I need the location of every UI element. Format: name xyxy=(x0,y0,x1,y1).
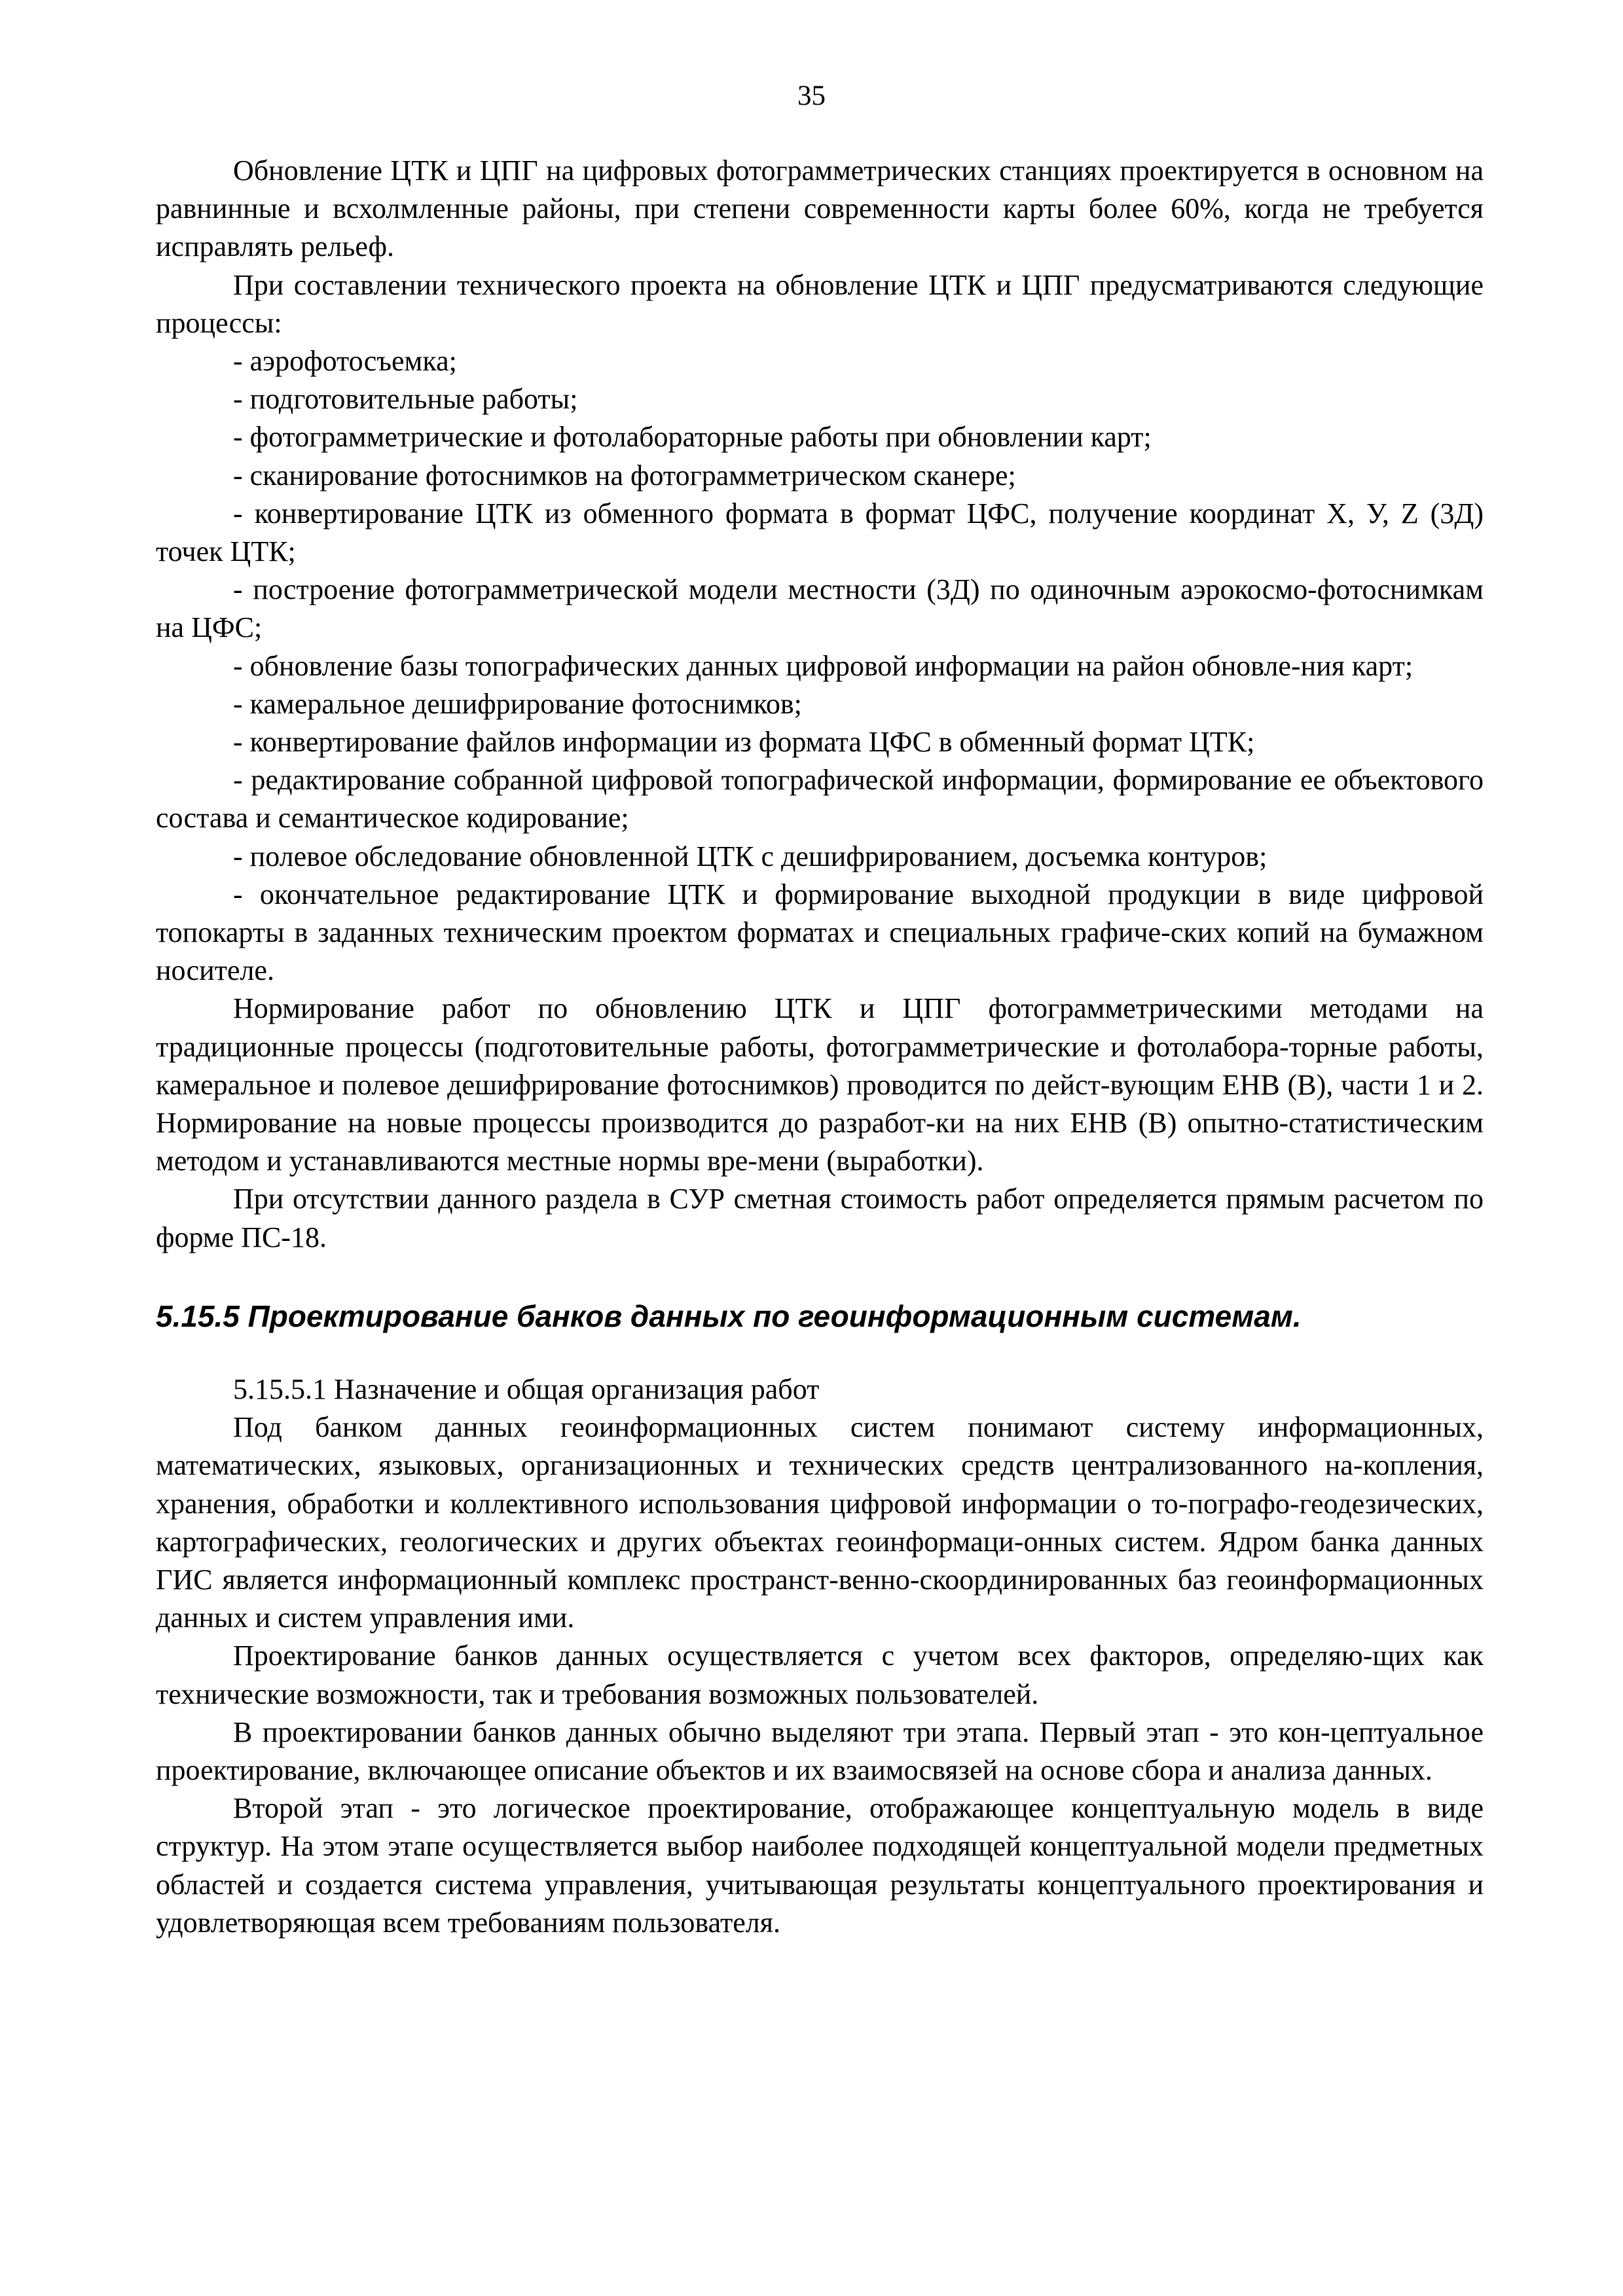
list-item-scanning: - сканирование фотоснимков на фотограмметрическом сканере; xyxy=(233,459,1016,492)
list-item-field-inspection: - полевое обследование обновленной ЦТК с дешифрированием, досъемка контуров; xyxy=(233,840,1267,872)
paragraph-processes-intro: При составлении технического проекта на обновление ЦТК и ЦПГ предусматриваются следующие процессы: xyxy=(156,268,1484,339)
page-number: 35 xyxy=(797,81,826,111)
paragraph-design-stage-two: Второй этап - это логическое проектирование, отображающее концептуальную модель в виде структур. На этом этапе осуществляется выбор наиболее подходящей концептуальной модели предметных областей и создается система управления, учитывающая результаты концептуального проектирования и удовлетворяющая всем требованиям пользователя. xyxy=(156,1792,1484,1939)
list-item-editing: - редактирование собранной цифровой топографической информации, формирование ее объектового состава и семантическое кодирование; xyxy=(156,764,1484,834)
paragraph-norming: Нормирование работ по обновлению ЦТК и ЦПГ фотограмметрическими методами на традиционные процессы (подготовительные работы, фотограмметрические и фотолабора-торные работы, камеральное и полевое дешифрирование фотоснимков) проводится по дейст-вующим ЕНВ (В), части 1 и 2. Нормирование на новые процессы производится до разработ-ки на них ЕНВ (В) опытно-статистическим методом и устанавливаются местные нормы вре-мени (выработки). xyxy=(156,992,1484,1177)
list-item-office-interpretation: - камеральное дешифрирование фотоснимков; xyxy=(233,687,802,720)
list-item-aerial-survey: - аэрофотосъемка; xyxy=(233,345,457,378)
paragraph-design-stage-one: В проектировании банков данных обычно выделяют три этапа. Первый этап - это кон-цептуальное проектирование, включающее описание объектов и их взаимосвязей на основе сбора и анализа данных. xyxy=(156,1715,1484,1786)
list-item-conversion-to-dps: - конвертирование ЦТК из обменного формата в формат ЦФС, получение координат Х, У, Z (3Д) точек ЦТК; xyxy=(156,497,1484,568)
subsection-title: 5.15.5.1 Назначение и общая организация работ xyxy=(233,1372,820,1405)
section-heading: 5.15.5 Проектирование банков данных по геоинформационным системам. xyxy=(156,1299,1302,1333)
page-body xyxy=(156,152,1484,1942)
paragraph-design-factors: Проектирование банков данных осуществляется с учетом всех факторов, определяю-щих как технические возможности, так и требования возможных пользователей. xyxy=(156,1640,1484,1710)
list-item-photogrammetric-work: - фотограмметрические и фотолабораторные работы при обновлении карт; xyxy=(233,421,1152,454)
paragraph-gis-databank-definition: Под банком данных геоинформационных систем понимают систему информационных, математических, языковых, организационных и технических средств централизованного на-копления, хранения, обработки и коллективного использования цифровой информации о то-пографо-геодезических, картографических, геологических и других объектах геоинформаци-онных систем. Ядром банка данных ГИС является информационный комплекс пространст-венно-скоординированных баз геоинформационных данных и систем управления ими. xyxy=(156,1411,1484,1634)
paragraph-cost-calculation: При отсутствии данного раздела в СУР сметная стоимость работ определяется прямым расчетом по форме ПС-18. xyxy=(156,1183,1484,1253)
list-item-database-update: - обновление базы топографических данных цифровой информации на район обновле-ния карт; xyxy=(233,649,1413,682)
list-item-final-editing: - окончательное редактирование ЦТК и формирование выходной продукции в виде цифровой топокарты в заданных техническим проектом форматах и специальных графиче-ских копий на бумажном носителе. xyxy=(156,878,1484,987)
list-item-conversion-to-exchange: - конвертирование файлов информации из формата ЦФС в обменный формат ЦТК; xyxy=(233,726,1255,759)
paragraph-update-scope: Обновление ЦТК и ЦПГ на цифровых фотограмметрических станциях проектируется в основном на равнинные и всхолмленные районы, при степени современности карты более 60%, когда не требуется исправлять рельеф. xyxy=(156,154,1484,263)
list-item-preparatory-work: - подготовительные работы; xyxy=(233,383,578,416)
list-item-terrain-model: - построение фотограмметрической модели местности (3Д) по одиночным аэрокосмо-фотоснимкам на ЦФС; xyxy=(156,573,1484,644)
